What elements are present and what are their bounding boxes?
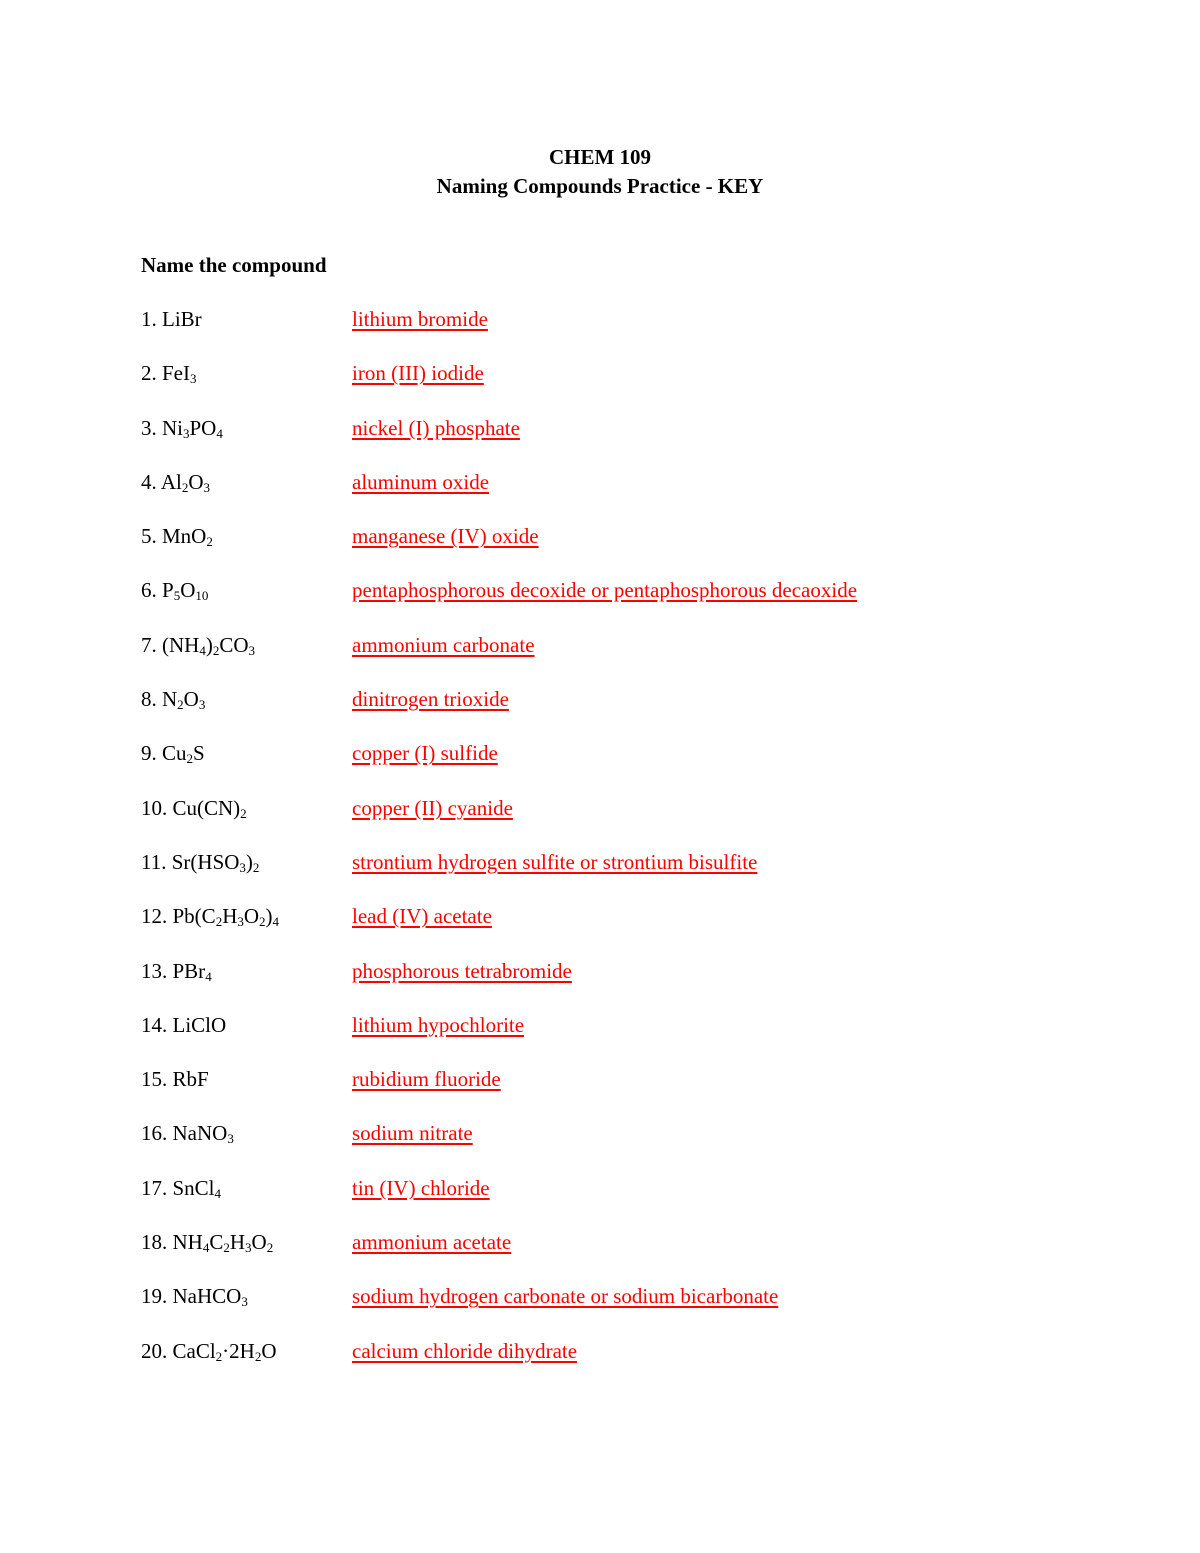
compound-formula (141, 1282, 248, 1310)
formula-part: NaNO (172, 1121, 228, 1146)
item-number: 5. (141, 524, 157, 549)
item-number: 1. (141, 307, 157, 331)
list-item (141, 1174, 1141, 1228)
list-item (141, 902, 1141, 956)
formula-subscript: 2 (212, 642, 220, 658)
formula-part: H (222, 904, 238, 929)
list-item (141, 685, 1141, 739)
list-item (141, 957, 1141, 1011)
formula-part: (NH (162, 632, 200, 657)
formula-part: Cu(CN) (172, 795, 241, 820)
formula-part: S (193, 741, 205, 766)
item-number: 7. (141, 632, 157, 657)
compound-name-answer: lead (IV) acetate (352, 904, 492, 929)
list-item (141, 468, 1141, 522)
compound-formula (141, 1228, 273, 1256)
formula-subscript: 4 (202, 1240, 210, 1256)
compound-name-answer: tin (IV) chloride (352, 1175, 490, 1200)
formula-subscript: 3 (245, 1240, 252, 1256)
compound-formula (141, 1065, 209, 1093)
list-item (141, 1065, 1141, 1119)
formula-part: Ni (162, 415, 183, 440)
compound-formula (141, 848, 259, 876)
compound-formula (141, 305, 202, 333)
formula-part: N (162, 687, 178, 712)
formula-part: CO (219, 632, 249, 657)
formula-subscript: 3 (241, 1294, 248, 1310)
compound-name-answer: phosphorous tetrabromide (352, 958, 572, 983)
compound-name-answer: ammonium acetate (352, 1230, 512, 1255)
formula-subscript: 2 (252, 859, 260, 875)
item-number: 12. (141, 904, 168, 929)
course-title: CHEM 109 (548, 145, 652, 169)
list-item (141, 739, 1141, 793)
formula-part: ) (205, 632, 213, 657)
item-number: 17. (141, 1175, 168, 1200)
compound-name-answer: strontium hydrogen sulfite or strontium bisulfite (352, 849, 758, 874)
compound-name-answer: copper (I) sulfide (352, 741, 498, 766)
item-number: 16. (141, 1121, 168, 1146)
formula-subscript: 4 (214, 1185, 222, 1201)
formula-subscript: 2 (223, 1240, 230, 1256)
list-item (141, 359, 1141, 413)
formula-part: PO (189, 415, 217, 440)
compound-formula (141, 957, 212, 985)
compound-formula (141, 414, 223, 442)
compound-formula (141, 359, 197, 387)
item-number: 18. (141, 1230, 168, 1255)
formula-subscript: 4 (205, 968, 212, 984)
list-item (141, 1337, 1141, 1391)
formula-part: CaCl (172, 1338, 216, 1363)
list-item (141, 1011, 1141, 1065)
formula-part: Pb(C (172, 904, 216, 929)
formula-part: O (183, 687, 199, 712)
formula-part: Sr(HSO (171, 849, 240, 874)
formula-part: O (261, 1338, 277, 1363)
formula-subscript: 5 (173, 588, 181, 604)
compound-name-answer: dinitrogen trioxide (352, 687, 509, 712)
list-item (141, 1228, 1141, 1282)
compound-name-answer: manganese (IV) oxide (352, 524, 539, 549)
formula-part: P (162, 578, 174, 603)
formula-subscript: 2 (215, 1348, 223, 1364)
compound-name-answer: nickel (I) phosphate (352, 415, 520, 440)
compound-formula (141, 1337, 277, 1365)
formula-part: O (188, 469, 204, 494)
item-number: 15. (141, 1067, 168, 1092)
compound-formula (141, 685, 205, 713)
list-item (141, 794, 1141, 848)
item-number: 14. (141, 1012, 168, 1037)
formula-subscript: 2 (240, 805, 247, 821)
compound-name-answer: rubidium fluoride (352, 1067, 501, 1092)
formula-subscript: 3 (203, 479, 211, 495)
compound-formula (141, 1174, 221, 1202)
formula-part: O (180, 578, 196, 603)
item-number: 20. (141, 1338, 168, 1363)
formula-part: RbF (172, 1067, 209, 1092)
formula-subscript: 3 (190, 371, 197, 387)
formula-subscript: 2 (206, 534, 213, 550)
compound-name-answer: calcium chloride dihydrate (352, 1338, 578, 1363)
formula-part: SnCl (172, 1175, 215, 1200)
formula-subscript: 3 (183, 425, 190, 441)
compound-name-answer: sodium nitrate (352, 1121, 473, 1146)
formula-subscript: 3 (237, 914, 244, 930)
formula-subscript: 4 (216, 425, 223, 441)
formula-subscript: 10 (195, 588, 209, 604)
compound-name-answer: copper (II) cyanide (352, 795, 513, 820)
list-item (141, 1119, 1141, 1173)
formula-subscript: 3 (227, 1131, 234, 1147)
compound-name-answer: lithium bromide (352, 307, 488, 331)
compound-formula (141, 522, 213, 550)
item-number: 13. (141, 958, 168, 983)
compound-name-answer: aluminum oxide (352, 469, 490, 494)
formula-part: LiClO (172, 1012, 227, 1037)
formula-subscript: 2 (259, 914, 266, 930)
formula-part: FeI (162, 361, 190, 386)
compound-name-answer: pentaphosphorous decoxide or pentaphosphorous decaoxide (352, 578, 858, 603)
formula-subscript: 3 (198, 697, 206, 713)
formula-subscript: 2 (215, 914, 223, 930)
page-title: Naming Compounds Practice - KEY (436, 174, 764, 198)
formula-part: C (209, 1230, 224, 1255)
item-number: 19. (141, 1284, 168, 1309)
formula-part: MnO (162, 524, 207, 549)
list-item (141, 848, 1141, 902)
item-number: 10. (141, 795, 168, 820)
formula-subscript: 2 (177, 697, 184, 713)
formula-subscript: 2 (181, 479, 189, 495)
item-number: 3. (141, 415, 157, 440)
item-number: 9. (141, 741, 157, 766)
compound-list (141, 305, 1141, 1391)
formula-part: O (251, 1230, 267, 1255)
compound-formula (141, 1011, 226, 1039)
formula-subscript: 2 (266, 1240, 274, 1256)
formula-part: ) (265, 904, 273, 929)
compound-name-answer: lithium hypochlorite (352, 1012, 525, 1037)
list-item (141, 631, 1141, 685)
formula-part: ·2H (222, 1338, 255, 1363)
formula-subscript: 3 (239, 859, 246, 875)
document-header (0, 143, 1200, 201)
formula-part: LiBr (162, 307, 202, 331)
compound-formula (141, 794, 247, 822)
formula-part: NH (172, 1230, 203, 1255)
section-heading: Name the compound (141, 253, 327, 277)
item-number: 4. (141, 469, 157, 494)
item-number: 6. (141, 578, 157, 603)
formula-subscript: 3 (248, 642, 256, 658)
compound-formula (141, 1119, 234, 1147)
formula-subscript: 4 (272, 914, 280, 930)
formula-subscript: 2 (186, 751, 194, 767)
compound-name-answer: ammonium carbonate (352, 632, 535, 657)
formula-part: O (243, 904, 260, 929)
compound-name-answer: iron (III) iodide (352, 361, 484, 386)
formula-subscript: 2 (254, 1348, 262, 1364)
compound-name-answer: sodium hydrogen carbonate or sodium bicarbonate (352, 1284, 779, 1309)
compound-formula (141, 902, 279, 930)
list-item (141, 305, 1141, 359)
compound-formula (141, 468, 210, 496)
formula-part: PBr (172, 958, 206, 983)
formula-part: ) (245, 849, 253, 874)
compound-formula (141, 576, 208, 604)
item-number: 11. (141, 849, 167, 874)
formula-part: NaHCO (172, 1284, 242, 1309)
formula-part: Cu (162, 741, 187, 766)
formula-part: H (229, 1230, 246, 1255)
list-item (141, 414, 1141, 468)
item-number: 8. (141, 687, 157, 712)
list-item (141, 1282, 1141, 1336)
list-item (141, 522, 1141, 576)
formula-subscript: 4 (199, 642, 206, 658)
compound-formula (141, 739, 205, 767)
formula-part: Al (160, 469, 182, 494)
list-item (141, 576, 1141, 630)
compound-formula (141, 631, 255, 659)
item-number: 2. (141, 361, 157, 386)
